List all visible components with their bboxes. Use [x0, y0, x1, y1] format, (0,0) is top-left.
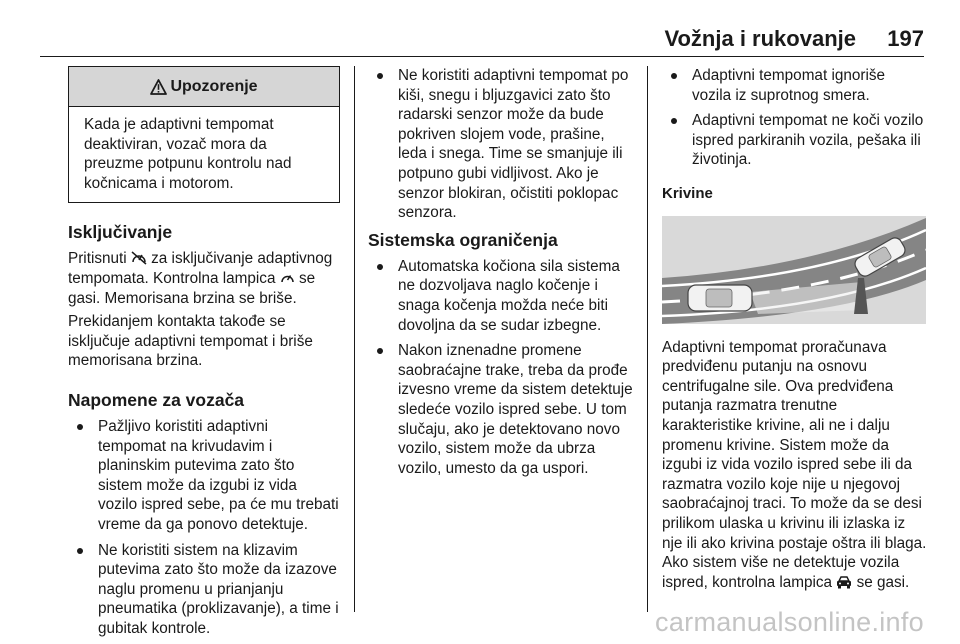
bullet-list: [662, 66, 928, 170]
section-heading-krivine: Krivine: [662, 184, 713, 202]
list-item: Adaptivni tempomat ne koči vozilo ispred parkiranih vozila, pešaka ili životinja.: [662, 111, 928, 170]
cruise-control-off-icon: [131, 250, 147, 265]
curve-illustration: [662, 216, 926, 324]
cruise-control-lamp-icon: [280, 271, 295, 285]
column-divider: [354, 66, 355, 612]
list-item: Pažljivo koristiti adaptivni tempomat na krivudavim i planinskim putevima zato što sistem može da izgubi iz vida vozilo ispred sebe, pa će mu trebati vreme da ga ponovo detektuje.: [68, 417, 340, 535]
list-item: Ne koristiti adaptivni tempomat po kiši, snegu i bljuzgavici zato što radarski senzor može da bude pokriven slojem vode, prašine, leda i snega. Time se smanjuje ili potpuno gubi vidljivost. Ako je senzor blokiran, očistiti poklopac senzora.: [368, 66, 636, 223]
bullet-list-continued: [368, 66, 636, 223]
section-heading-iskljucivanje: Isključivanje: [68, 222, 173, 243]
column-2: [368, 66, 636, 484]
warning-box: [68, 66, 340, 203]
warning-body: Kada je adaptivni tempomat deaktiviran, vozač mora da preuzme potpunu kontrolu nad kočnicama i motorom.: [84, 116, 292, 192]
paragraph: Adaptivni tempomat proračunava predviđenu putanju na osnovu centrifugalne sile. Ova predviđena putanja razmatra trenutne karakteristike krivine, ali ne i dalju promenu krivine. Sistem može da izgubi iz vida vozilo ispred sebe ili da razmatra vozilo koje nije u njegovoj saobraćajnoj traci. To može da se desi prilikom ulaska u krivinu ili izlaska iz nje ili ako krivina postaje oštra ili blaga. Ako sistem više ne detektuje vozila ispred, kontrolna lampica se gasi.: [662, 338, 927, 591]
column-3: [662, 66, 928, 592]
bullet-list: [68, 417, 340, 639]
paragraph: Prekidanjem kontakta takođe se isključuje adaptivni tempomat i briše memorisana brzina.: [68, 313, 313, 370]
warning-title: Upozorenje: [170, 77, 258, 95]
vehicle-ahead-icon: [836, 575, 852, 589]
watermark: carmanualsonline.info: [655, 607, 924, 637]
page-header: [0, 0, 960, 55]
list-item: Adaptivni tempomat ignoriše vozila iz suprotnog smera.: [662, 66, 928, 105]
warning-header: [69, 67, 339, 107]
list-item: Nakon iznenadne promene saobraćajne trake, treba da prođe izvesno vreme da sistem detektuje sledeće vozilo ispred sebe. U tom slučaju, ako je detektovano novo vozilo, sistem može da ubrza vozilo, umesto da ga uspori.: [368, 341, 636, 478]
list-item: Ne koristiti sistem na klizavim putevima zato što može da izazove naglu promenu u prianjanju pneumatika (proklizavanje), a time i gubitak kontrole.: [68, 541, 340, 639]
paragraph: Pritisnuti za isključivanje adaptivnog tempomata. Kontrolna lampica se gasi. Memorisana brzina se briše.: [68, 250, 333, 307]
header-rule: [40, 56, 924, 57]
page-title: Vožnja i rukovanje: [664, 26, 856, 51]
column-1: [68, 66, 340, 644]
column-divider: [647, 66, 648, 612]
car-front-icon: [688, 285, 752, 311]
section-heading-ogranicenja: Sistemska ograničenja: [368, 229, 558, 250]
section-heading-napomene: Napomene za vozača: [68, 389, 245, 410]
warning-triangle-icon: [150, 79, 167, 95]
bullet-list: [368, 257, 636, 479]
list-item: Automatska kočiona sila sistema ne dozvoljava naglo kočenje i snaga kočenja možda neće biti dovoljna da se sudar izbegne.: [368, 257, 636, 335]
page-number: 197: [887, 26, 924, 51]
